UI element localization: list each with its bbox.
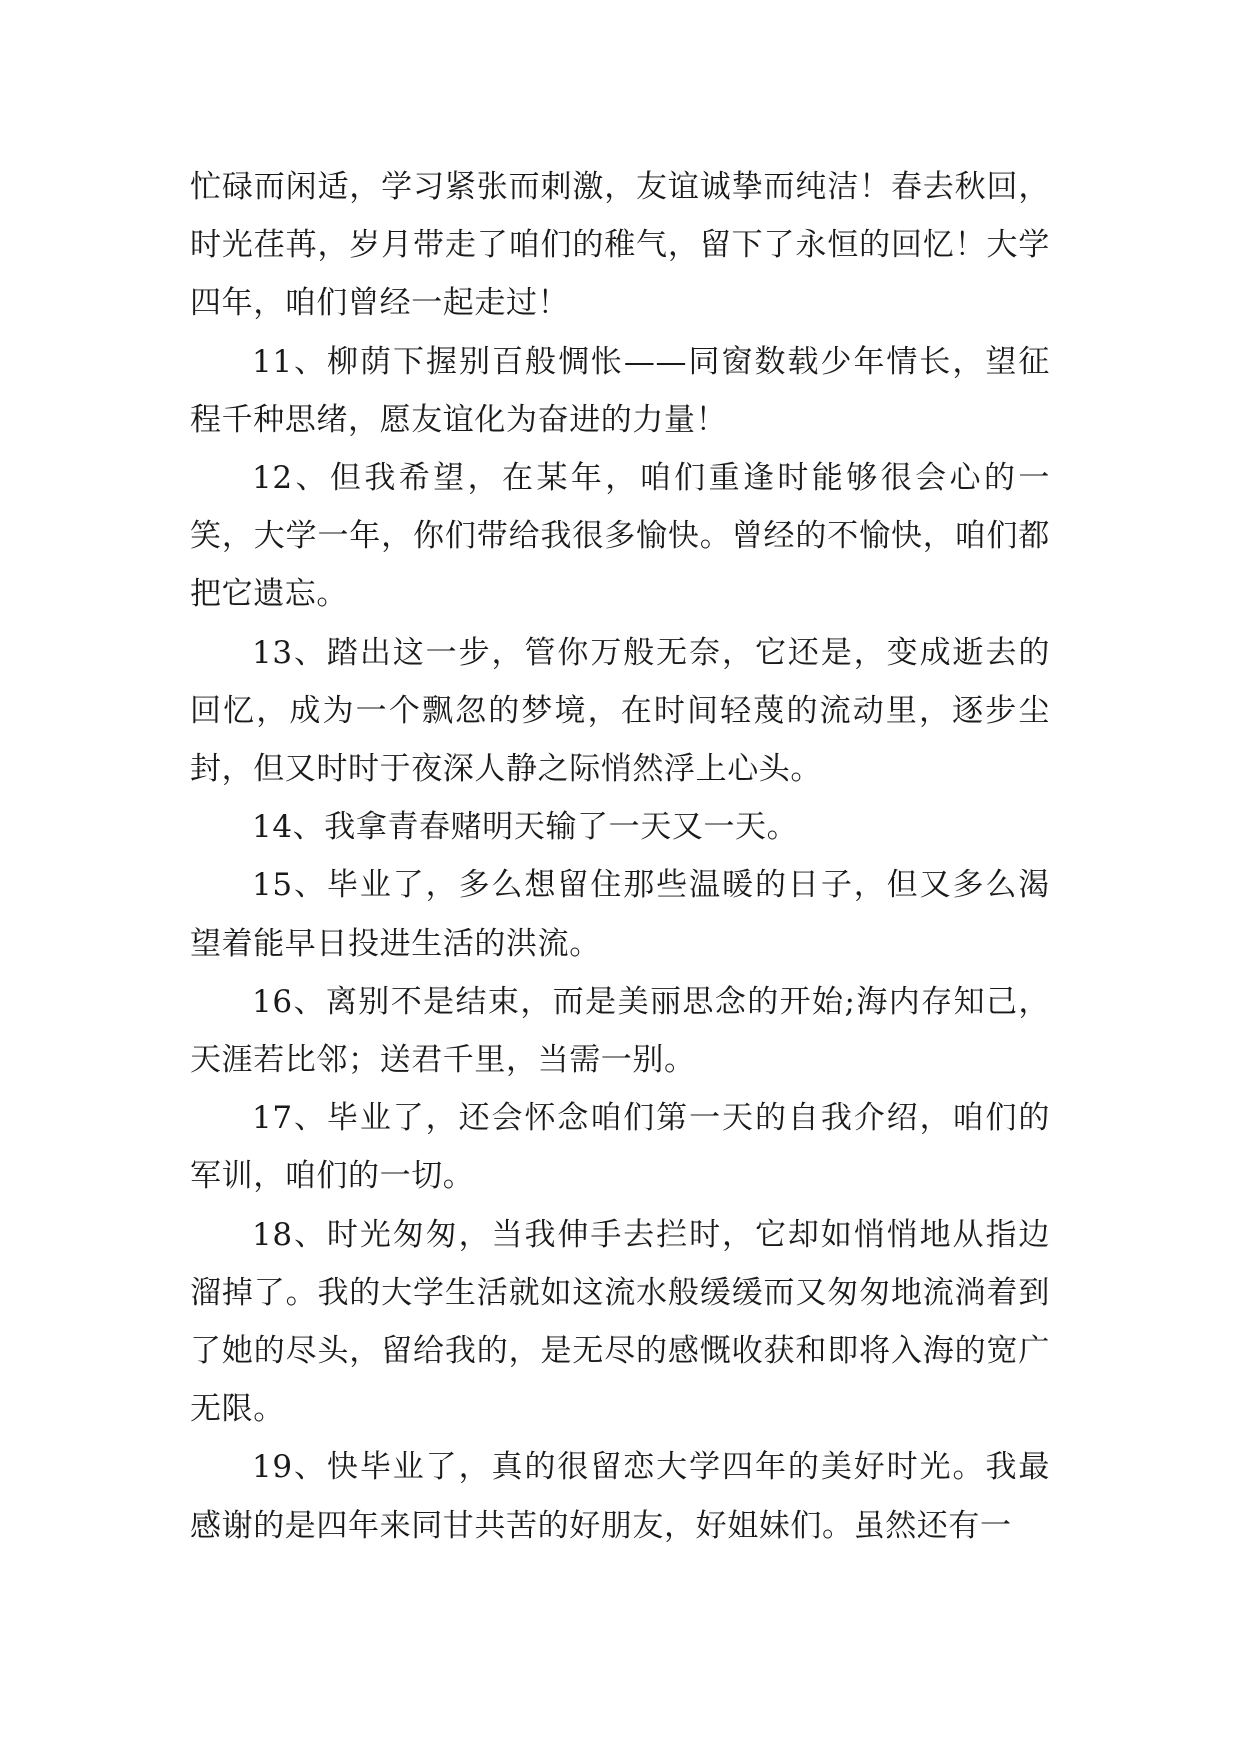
paragraph-item-16: 16、离别不是结束，而是美丽思念的开始;海内存知己，天涯若比邻；送君千里，当需一别。 (190, 983, 1050, 1079)
paragraph-item-14: 14、我拿青春赌明天输了一天又一天。 (252, 809, 799, 846)
paragraph-item-13: 13、踏出这一步，管你万般无奈，它还是，变成逝去的回忆，成为一个飘忽的梦境，在时间轻蔑的流动里，逐步尘封，但又时时于夜深人静之际悄然浮上心头。 (190, 634, 1050, 788)
document-body (190, 158, 1050, 1555)
paragraph-item-11: 11、柳荫下握别百般惆怅——同窗数载少年情长，望征程千种思绪，愿友谊化为奋进的力量！ (190, 343, 1050, 438)
paragraph-item-15: 15、毕业了，多么想留住那些温暖的日子，但又多么渴望着能早日投进生活的洪流。 (190, 867, 1050, 962)
paragraph-item-12: 12、但我希望，在某年，咱们重逢时能够很会心的一笑，大学一年，你们带给我很多愉快。曾经的不愉快，咱们都把它遗忘。 (190, 460, 1050, 613)
paragraph-continuation: 忙碌而闲适，学习紧张而刺激，友谊诚挚而纯洁！春去秋回，时光荏苒，岁月带走了咱们的稚气，留下了永恒的回忆！大学四年，咱们曾经一起走过！ (190, 169, 1050, 322)
paragraph-item-17: 17、毕业了，还会怀念咱们第一天的自我介绍，咱们的军训，咱们的一切。 (190, 1100, 1050, 1195)
paragraph-item-19: 19、快毕业了，真的很留恋大学四年的美好时光。我最感谢的是四年来同甘共苦的好朋友，好姐妹们。虽然还有一 (190, 1449, 1050, 1544)
paragraph-item-18: 18、时光匆匆，当我伸手去拦时，它却如悄悄地从指边溜掉了。我的大学生活就如这流水般缓缓而又匆匆地流淌着到了她的尽头，留给我的，是无尽的感慨收获和即将入海的宽广无限。 (190, 1216, 1050, 1428)
